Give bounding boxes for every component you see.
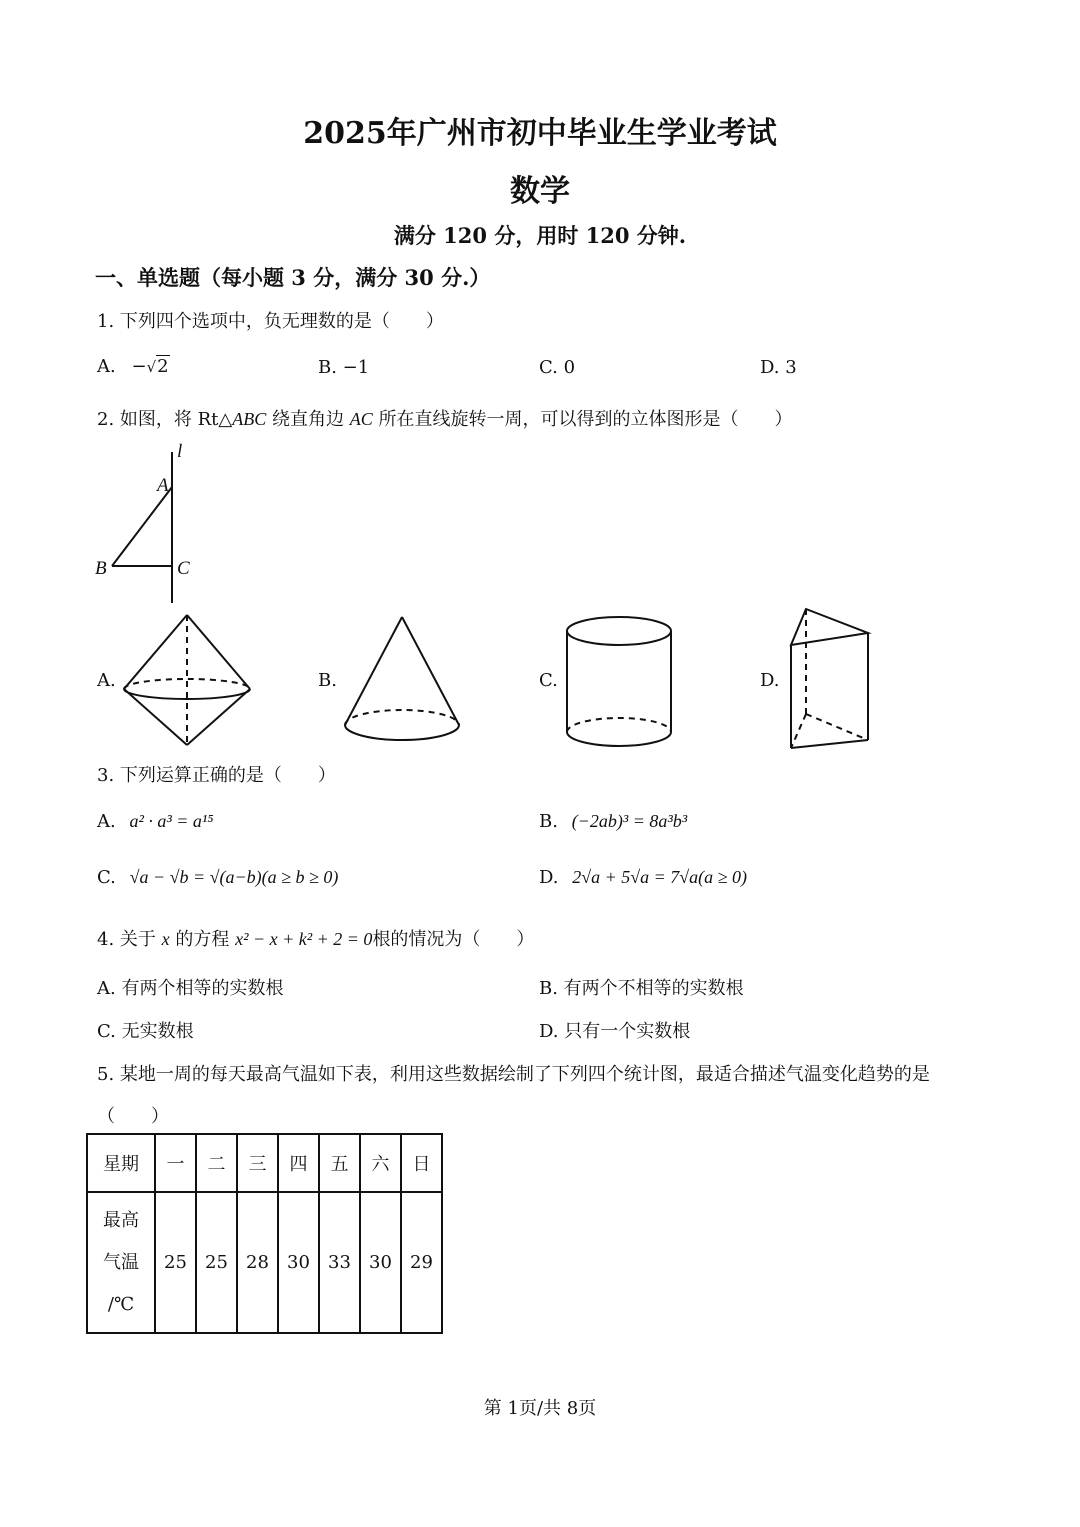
table-header-row <box>87 1134 442 1192</box>
subject-title: 数学 <box>510 174 570 209</box>
exam-title: 2025年广州市初中毕业生学业考试 <box>303 116 777 151</box>
q4-stem-equation: x² − x + k² + 2 = 0 <box>235 929 373 949</box>
q3-option-d-label: D. <box>539 867 559 888</box>
q1-option-a-radicand: 2 <box>157 356 169 377</box>
table-day: 四 <box>278 1134 319 1192</box>
table-day: 三 <box>237 1134 278 1192</box>
question-5-stem: 5. 某地一周的每天最高气温如下表，利用这些数据绘制了下列四个统计图，最适合描述气温变化趋势的是 <box>97 1064 930 1085</box>
q3-option-a <box>97 811 214 832</box>
q1-option-a-minus: − <box>131 356 147 377</box>
q4-stem-prefix: 4. 关于 <box>97 929 162 950</box>
q3-option-d-expr: 2√a + 5√a = 7√a(a ≥ 0) <box>572 867 748 887</box>
table-day: 一 <box>155 1134 196 1192</box>
q2-option-b-label: B. <box>318 670 337 691</box>
q2-stem-ac: AC <box>349 409 373 429</box>
table-day: 二 <box>196 1134 237 1192</box>
label-a: A <box>157 475 169 496</box>
triangular-prism-icon <box>791 609 868 748</box>
table-row-label <box>87 1192 155 1333</box>
q1-option-c: C. 0 <box>539 357 576 378</box>
q2-stem-prefix: 2. 如图，将 Rt△ <box>97 409 233 430</box>
table-row <box>87 1192 442 1333</box>
q3-option-c <box>97 867 338 888</box>
q2-stem-mid: 绕直角边 <box>266 409 350 430</box>
q2-option-c-label: C. <box>539 670 558 691</box>
question-5-paren: （ ） <box>97 1106 169 1127</box>
q4-stem-mid: 的方程 <box>169 929 236 950</box>
q4-stem-x: x <box>161 929 170 949</box>
table-cell-temp: 33 <box>319 1192 360 1333</box>
q3-option-c-label: C. <box>97 867 116 888</box>
q4-option-a: A. 有两个相等的实数根 <box>97 978 284 999</box>
temperature-table <box>86 1133 443 1334</box>
q3-option-c-expr: √a − √b = √(a−b)(a ≥ b ≥ 0) <box>129 867 339 887</box>
table-cell-temp: 25 <box>196 1192 237 1333</box>
question-3-stem: 3. 下列运算正确的是（ ） <box>97 765 336 786</box>
q3-option-b <box>539 811 687 832</box>
q4-stem-suffix: 根的情况为（ ） <box>372 929 535 950</box>
q2-stem-suffix: 所在直线旋转一周，可以得到的立体图形是（ ） <box>372 409 793 430</box>
table-row-label-line-2: 气温 <box>103 1251 139 1273</box>
q3-option-a-expr: a² · a³ = a¹⁵ <box>129 811 214 831</box>
table-header-label: 星期 <box>87 1134 155 1192</box>
label-c: C <box>177 558 190 579</box>
table-day: 六 <box>360 1134 401 1192</box>
table-cell-temp: 25 <box>155 1192 196 1333</box>
table-day: 日 <box>401 1134 442 1192</box>
q4-option-d: D. 只有一个实数根 <box>539 1021 691 1042</box>
q3-option-b-label: B. <box>539 811 558 832</box>
q2-option-d-label: D. <box>760 670 780 691</box>
table-cell-temp: 29 <box>401 1192 442 1333</box>
q4-option-c: C. 无实数根 <box>97 1021 194 1042</box>
section-heading: 一、单选题（每小题 3 分，满分 30 分.） <box>95 265 491 290</box>
table-row-label-line-3: /℃ <box>107 1293 135 1315</box>
q3-option-a-label: A. <box>97 811 116 832</box>
q2-option-a-label: A. <box>97 670 116 691</box>
cylinder-icon <box>567 617 671 746</box>
table-row-label-line-1: 最高 <box>103 1209 139 1231</box>
label-l: l <box>177 441 183 462</box>
question-1-stem: 1. 下列四个选项中，负无理数的是（ ） <box>97 311 444 332</box>
q3-option-d <box>539 867 747 888</box>
q4-option-b: B. 有两个不相等的实数根 <box>539 978 744 999</box>
table-cell-temp: 30 <box>360 1192 401 1333</box>
table-day: 五 <box>319 1134 360 1192</box>
label-b: B <box>95 558 107 579</box>
exam-info: 满分 120 分，用时 120 分钟. <box>393 223 687 248</box>
table-cell-temp: 30 <box>278 1192 319 1333</box>
q2-stem-abc: ABC <box>232 409 267 429</box>
q1-option-a-label: A. <box>97 356 116 377</box>
sqrt-sign-icon: √ <box>146 358 157 376</box>
question-4-stem <box>97 925 534 951</box>
double-cone-icon <box>124 615 250 745</box>
q1-option-d: D. 3 <box>760 357 797 378</box>
cone-icon <box>345 617 459 740</box>
table-cell-temp: 28 <box>237 1192 278 1333</box>
page-footer: 第 1页/共 8页 <box>483 1398 597 1419</box>
q1-option-b: B. −1 <box>318 357 370 378</box>
q3-option-b-expr: (−2ab)³ = 8a³b³ <box>571 811 688 831</box>
